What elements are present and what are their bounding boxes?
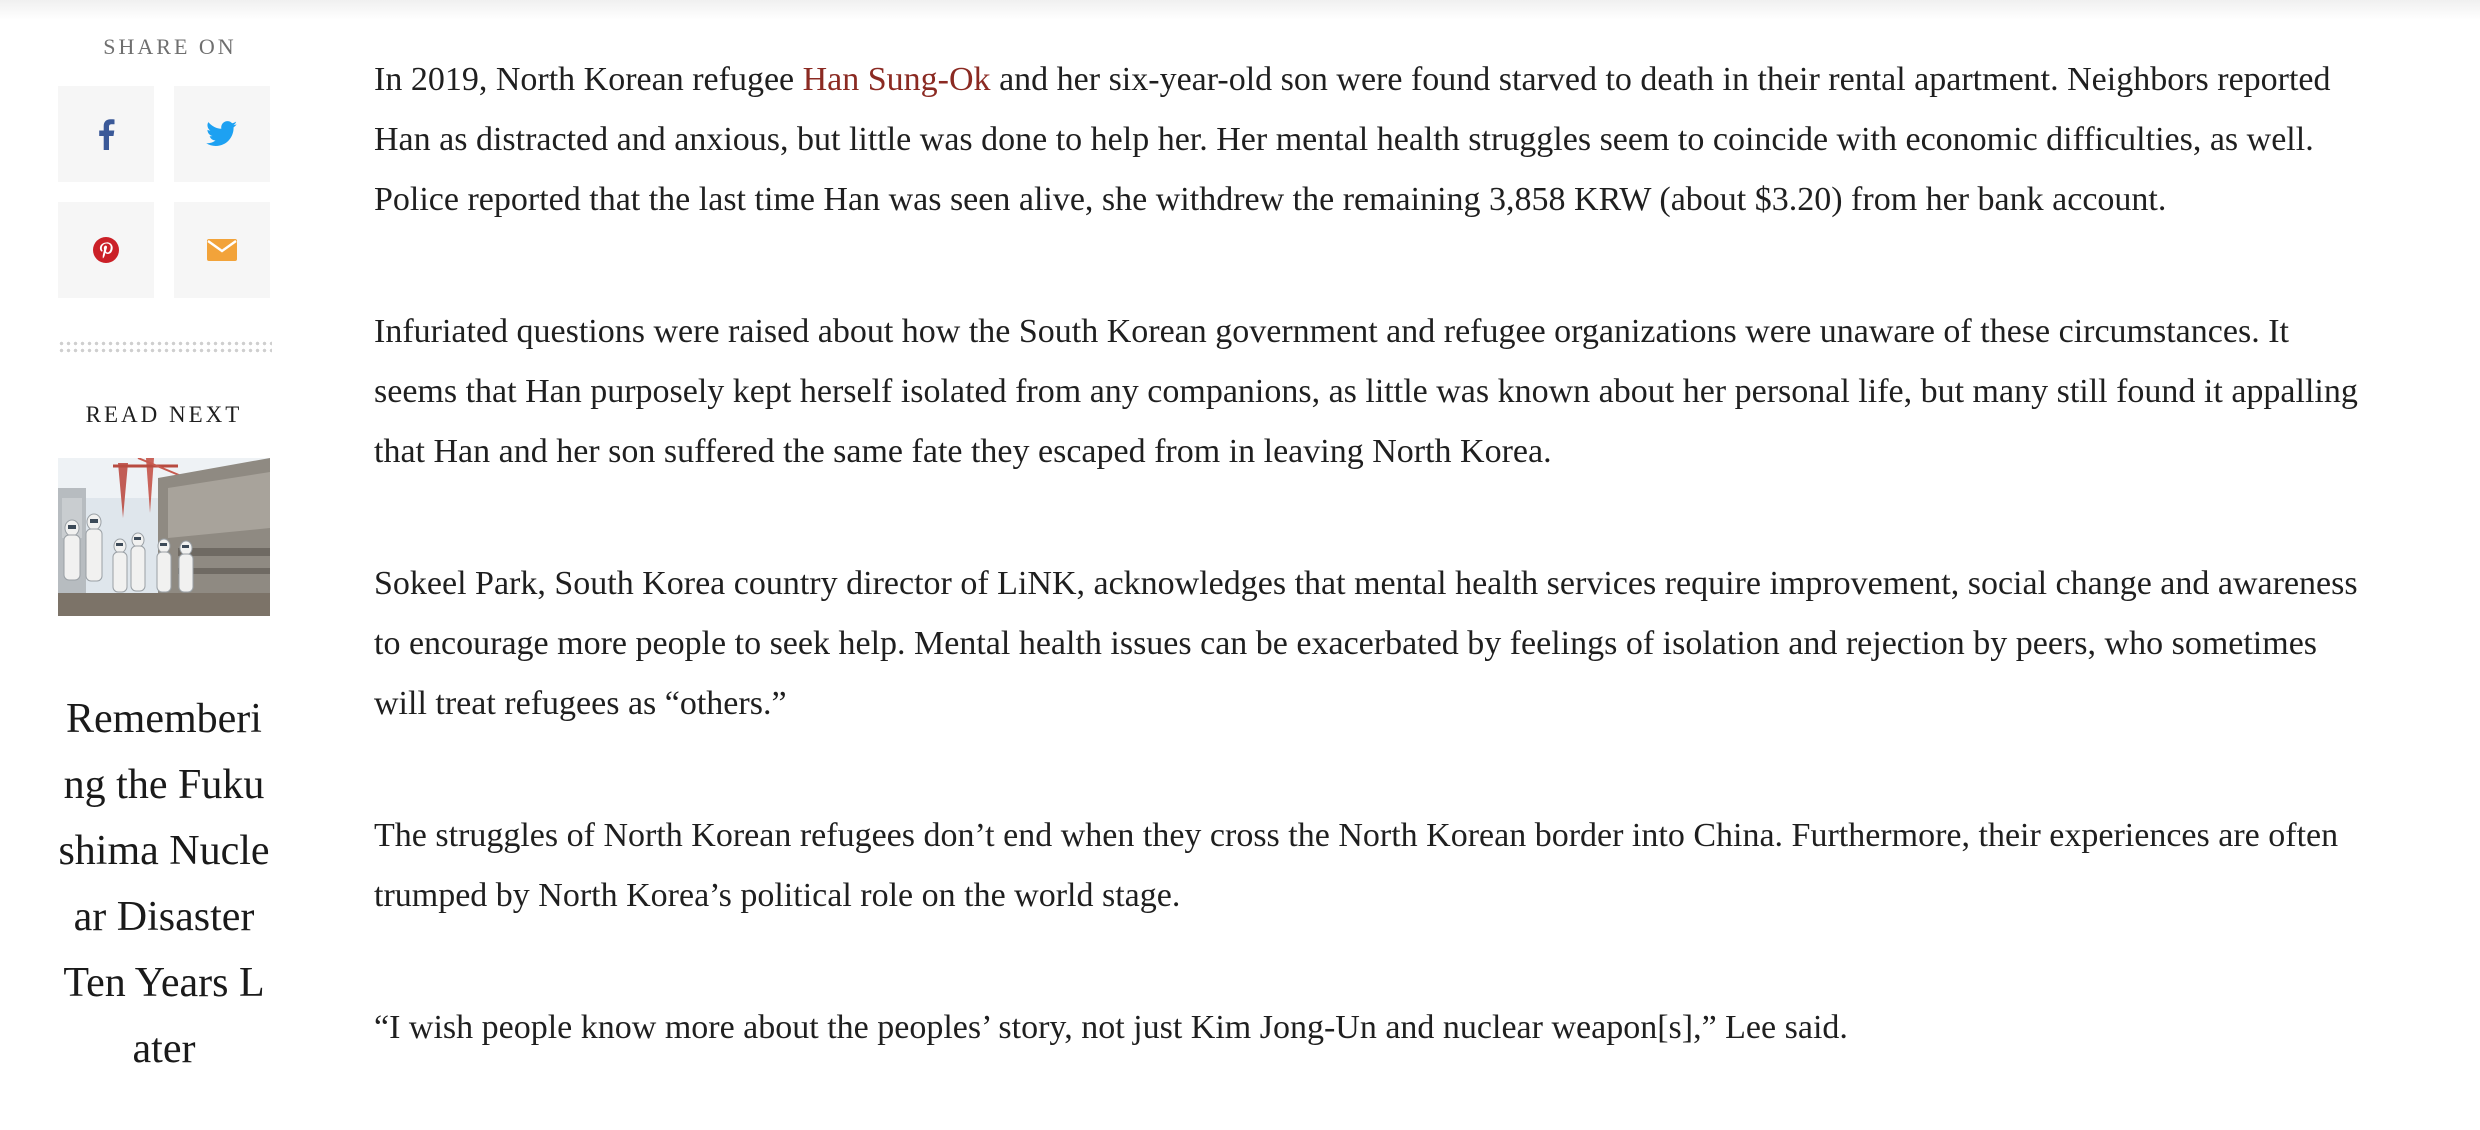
read-next-article-link[interactable]: Remembering the Fukushima Nuclear Disaster Ten Years Later: [58, 696, 270, 1072]
han-sung-ok-link[interactable]: Han Sung-Ok: [802, 61, 991, 98]
header-shadow: [0, 0, 2480, 20]
sidebar-divider: [58, 340, 272, 354]
paragraph-text: and her six-year-old son were found starved to death in their rental apartment. Neighbors reported Han as distracted and anxious, but little was done to help her. Her mental health struggles seem to coincide with economic difficulties, as well. Police reported that the last time Han was seen alive, she withdrew the remaining 3,858 KRW (about $3.20) from her bank account.: [374, 61, 2331, 218]
article-paragraph: Infuriated questions were raised about how the South Korean government and refugee organizations were unaware of these circumstances. It seems that Han purposely kept herself isolated from any companions, as little was known about her personal life, but many still found it appalling that Han and her son suffered the same fate they escaped from in leaving North Korea.: [374, 313, 2358, 470]
pinterest-share-button[interactable]: [58, 202, 154, 298]
email-icon: [207, 239, 237, 261]
article-body: [374, 50, 2374, 1130]
twitter-icon: [206, 121, 238, 147]
article-paragraph: [374, 50, 2374, 230]
article-quote-paragraph: “I wish people know more about the peoples’ story, not just Kim Jong-Un and nuclear weapon[s],” Lee said.: [374, 1009, 1848, 1046]
share-on-label: SHARE ON: [103, 34, 237, 59]
facebook-share-button[interactable]: [58, 86, 154, 182]
read-next-thumbnail[interactable]: [58, 458, 270, 616]
paragraph-text: In 2019, North Korean refugee: [374, 61, 803, 98]
read-next-label: READ NEXT: [85, 402, 243, 427]
email-share-button[interactable]: [174, 202, 270, 298]
article-paragraph: The struggles of North Korean refugees don’t end when they cross the North Korean border into China. Furthermore, their experiences are often trumped by North Korea’s political role on the world stage.: [374, 817, 2339, 914]
twitter-share-button[interactable]: [174, 86, 270, 182]
facebook-icon: [97, 118, 115, 150]
article-paragraph: Sokeel Park, South Korea country director of LiNK, acknowledges that mental health services require improvement, social change and awareness to encourage more people to seek help. Mental health issues can be exacerbated by feelings of isolation and rejection by peers, who sometimes will treat refugees as “others.”: [374, 565, 2358, 722]
pinterest-icon: [92, 236, 120, 264]
